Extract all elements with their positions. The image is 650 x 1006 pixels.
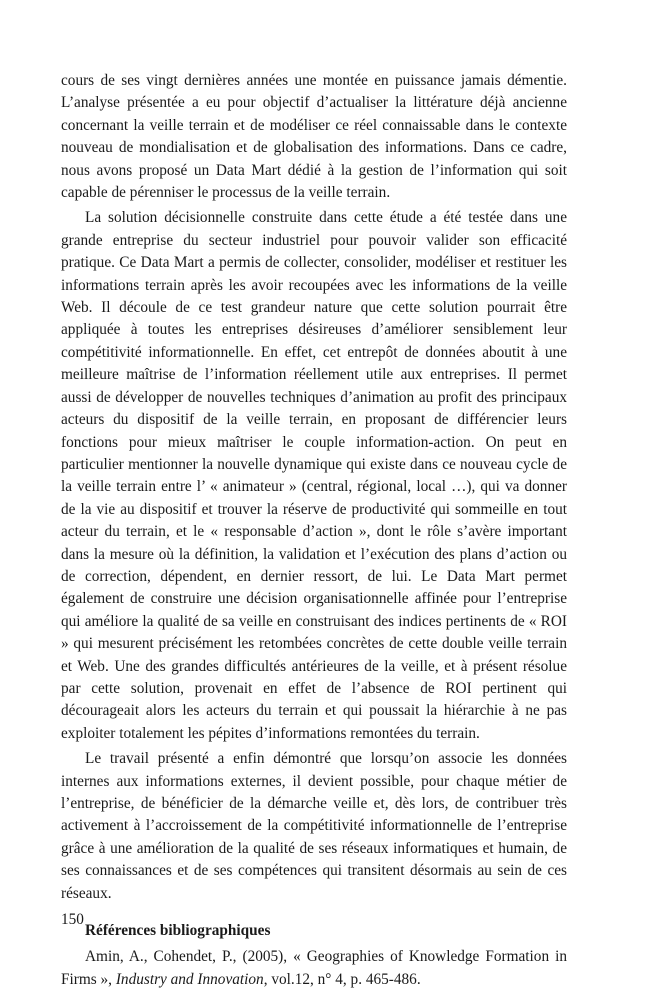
reference-entry-details: , vol.12, n° 4, p. 465-486. (263, 970, 421, 988)
reference-entry-authors-title: Amin, A., Cohendet, P., (2005), « Geographies of Knowledge Formation in Firms », (61, 948, 567, 988)
document-page (61, 70, 567, 991)
page-number: 150 (61, 911, 84, 928)
reference-entry-journal: Industry and Innovation (115, 970, 264, 988)
body-paragraph-2: La solution décisionnelle construite dans cette étude a été testée dans une grande entreprise du secteur industriel pour pouvoir valider son efficacité pratique. Ce Data Mart a permis de collecter, consolider, modéliser et restituer les informations terrain après les avoir recoupées avec les informations de la veille Web. Il découle de ce test grandeur nature que cette solution pourrait être appliquée à toutes les entreprises désireuses d’améliorer sensiblement leur compétitivité informationnelle. En effet, cet entrepôt de données aboutit à une meilleure maîtrise de l’information réellement utile aux entreprises. Il permet aussi de développer de nouvelles techniques d’animation au profit des principaux acteurs du dispositif de la veille terrain, en proposant de différencier leurs fonctions pour mieux maîtriser le couple information-action. On peut en particulier mentionner la nouvelle dynamique qui existe dans ce nouveau cycle de la veille terrain entre l’ « animateur » (central, régional, local …), qui va donner de la vie au dispositif et trouver la réserve de productivité qui sommeille en tout acteur du terrain, et le « responsable d’action », dont le rôle s’avère important dans la mesure où la définition, la validation et l’exécution des plans d’action ou de correction, dépendent, en dernier ressort, de lui. Le Data Mart permet également de construire une décision organisationnelle affinée pour l’entreprise qui améliore la qualité de sa veille en construisant des indices pertinents de « ROI » qui mesurent précisément les retombées concrètes de cette double veille terrain et Web. Une des grandes difficultés antérieures de la veille, et à présent résolue par cette solution, provenait en effet de l’absence de ROI pertinent qui décourageait alors les acteurs du terrain et qui poussait la hiérarchie à ne pas exploiter totalement les pépites d’informations remontées du terrain. (61, 209, 567, 742)
reference-entry (61, 946, 567, 991)
references-heading: Références bibliographiques (85, 922, 271, 940)
body-paragraph-3: Le travail présenté a enfin démontré que lorsqu’on associe les données internes aux informations externes, il devient possible, pour chaque métier de l’entreprise, de bénéficier de la démarche veille et, dès lors, de contribuer très activement à l’accroissement de la compétitivité informationnelle de l’entreprise grâce à une amélioration de la qualité de ses réseaux informatiques et humain, de ses connaissances et de ses compétences qui transitent désormais au sein de ces réseaux. (61, 750, 567, 902)
body-paragraph-1: cours de ses vingt dernières années une montée en puissance jamais démentie. L’analyse présentée a eu pour objectif d’actualiser la littérature déjà ancienne concernant la veille terrain et de modéliser ce réel connaissable dans le contexte nouveau de mondialisation et de globalisation des informations. Dans ce cadre, nous avons proposé un Data Mart dédié à la gestion de l’information qui soit capable de pérenniser le processus de la veille terrain. (61, 72, 567, 202)
